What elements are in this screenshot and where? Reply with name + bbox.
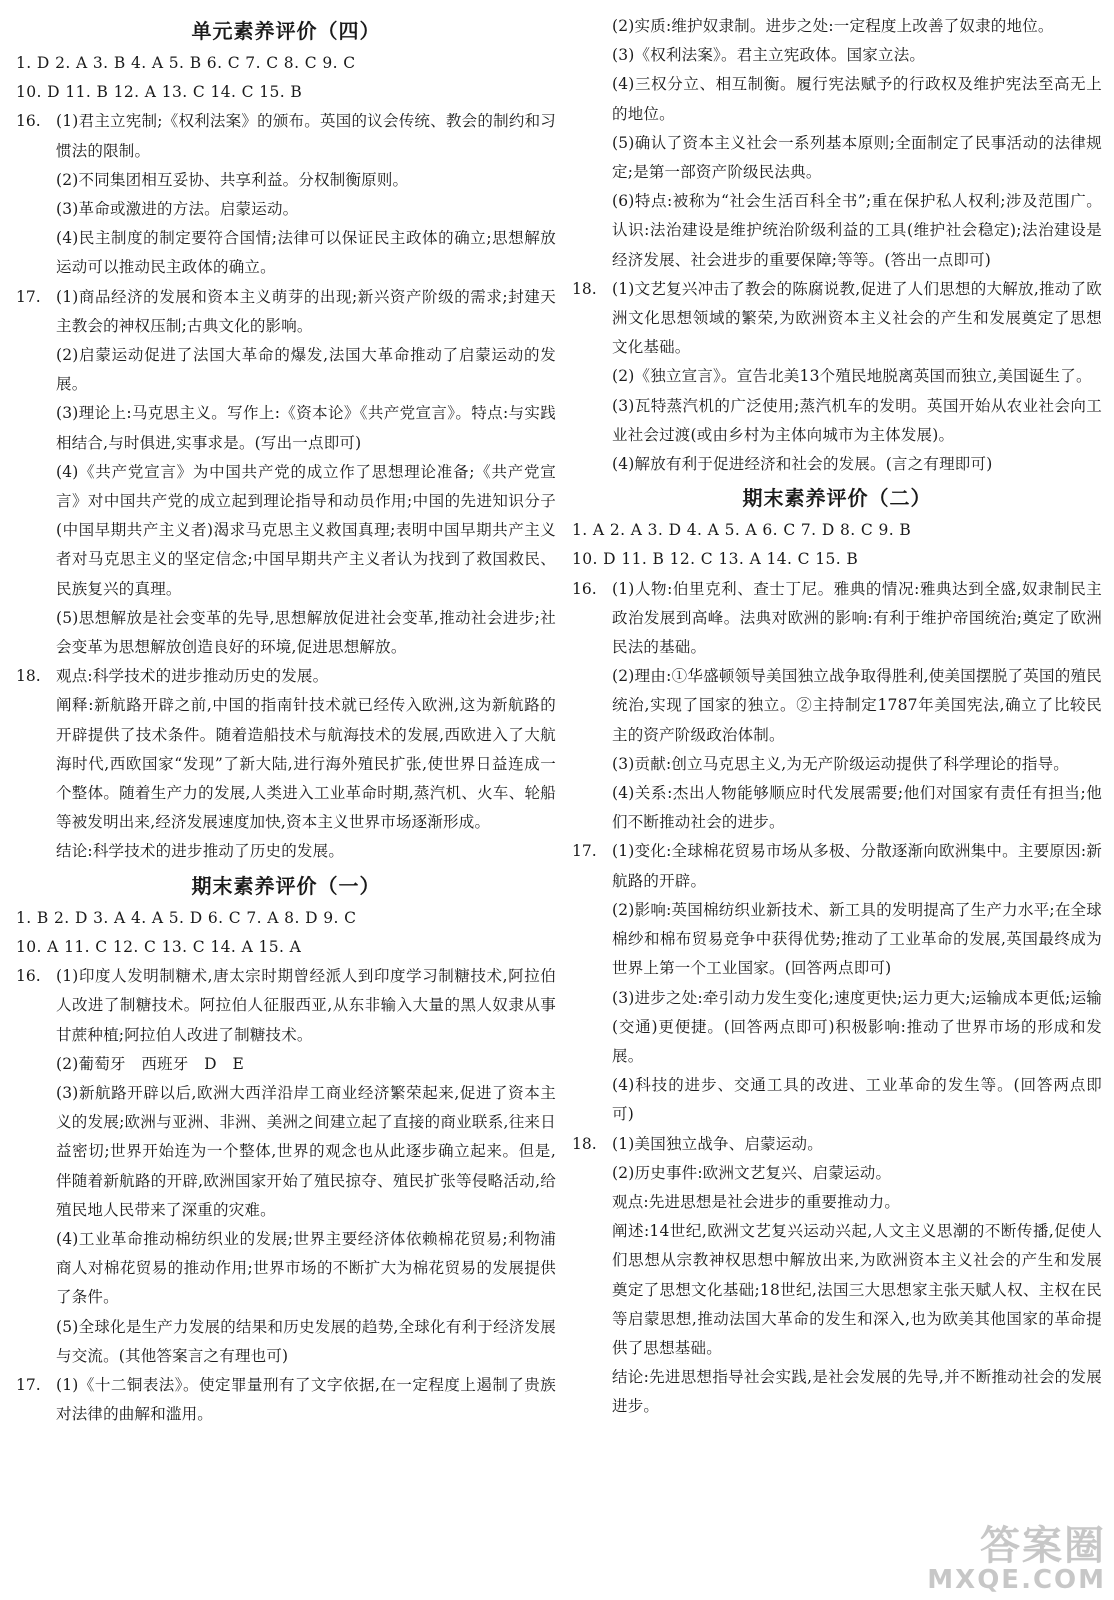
- answer-paragraph: (2)《独立宣言》。宣告北美13个殖民地脱离英国而独立,美国诞生了。: [612, 367, 1092, 386]
- answer-paragraph: (3)贡献:创立马克思主义,为无产阶级运动提供了科学理论的指导。: [612, 754, 1070, 773]
- left-column: [16, 12, 556, 1429]
- answer-paragraph: (2)葡萄牙 西班牙 D E: [56, 1054, 244, 1073]
- answer-paragraph: (4)关系:杰出人物能够顺应时代发展需要;他们对国家有责任有担当;他们不断推动社会的进步。: [612, 784, 1102, 832]
- question-number: 17.: [16, 1375, 41, 1394]
- watermark-url: MXQE.COM: [927, 1565, 1106, 1595]
- answer-paragraph: (3)进步之处:牵引动力发生变化;速度更快;运力更大;运输成本更低;运输(交通)更便捷。(回答两点即可)积极影响:推动了世界市场的形成和发展。: [612, 988, 1102, 1065]
- answer-paragraph: 阐述:14世纪,欧洲文艺复兴运动兴起,人文主义思潮的不断传播,促使人们思想从宗教神权思想中解放出来,为欧洲资本主义社会的产生和发展奠定了思想文化基础;18世纪,法国三大思想家主张天赋人权、主权在民等启蒙思想,推动法国大革命的发生和深入,也为欧美其他国家的革命提供了思想基础。: [612, 1222, 1102, 1357]
- question-16: [572, 575, 1102, 838]
- answer-paragraph: (2)不同集团相互妥协、共享利益。分权制衡原则。: [56, 170, 409, 189]
- answer-paragraph: (5)确认了资本主义社会一系列基本原则;全面制定了民事活动的法律规定;是第一部资产阶级民法典。: [612, 133, 1102, 182]
- mc-answers-row: 1. B 2. D 3. A 4. A 5. D 6. C 7. A 8. D 9. C: [16, 908, 357, 927]
- section-title-final2: 期末素养评价（二）: [742, 486, 932, 511]
- answer-paragraph: (2)理由:①华盛顿领导美国独立战争取得胜利,使美国摆脱了英国的殖民统治,实现了国家的独立。②主持制定1787年美国宪法,确立了比较民主的资产阶级政治体制。: [612, 667, 1102, 744]
- answer-paragraph: (1)变化:全球棉花贸易市场从多极、分散逐渐向欧洲集中。主要原因:新航路的开辟。: [612, 842, 1102, 890]
- answer-paragraph: (1)印度人发明制糖术,唐太宗时期曾经派人到印度学习制糖技术,阿拉伯人改进了制糖技术。阿拉伯人征服西亚,从东非输入大量的黑人奴隶从事甘蔗种植;阿拉伯人改进了制糖技术。: [56, 967, 556, 1044]
- answer-paragraph: (4)《共产党宣言》为中国共产党的成立作了思想理论准备;《共产党宣言》对中国共产党的成立起到理论指导和动员作用;中国的先进知识分子(中国早期共产主义者)渴求马克思主义救国真理;表明中国早期共产主义者对马克思主义的坚定信念;中国早期共产主义者认为找到了救国救民、民族复兴的真理。: [56, 462, 556, 598]
- question-18: [572, 1130, 1102, 1422]
- answer-paragraph: 阐释:新航路开辟之前,中国的指南针技术就已经传入欧洲,这为新航路的开辟提供了技术条件。随着造船技术与航海技术的发展,西欧进入了大航海时代,西欧国家“发现”了新大陆,进行海外殖民扩张,使世界日益连成一个整体。随着生产力的发展,人类进入工业革命时期,蒸汽机、火车、轮船等被发明出来,经济发展速度加快,资本主义世界市场逐渐形成。: [56, 696, 556, 832]
- answer-paragraph: (6)特点:被称为“社会生活百科全书”;重在保护私人权利;涉及范围广。认识:法治建设是维护统治阶级利益的工具(维护社会稳定);法治建设是经济发展、社会进步的重要保障;等等。(答出一点即可): [612, 192, 1102, 269]
- answer-paragraph: (2)历史事件:欧洲文艺复兴、启蒙运动。: [612, 1163, 892, 1182]
- question-17: [16, 1371, 556, 1429]
- answer-paragraph: (2)启蒙运动促进了法国大革命的爆发,法国大革命推动了启蒙运动的发展。: [56, 346, 556, 394]
- answer-paragraph: (1)文艺复兴冲击了教会的陈腐说教,促进了人们思想的大解放,推动了欧洲文化思想领域的繁荣,为欧洲资本主义社会的产生和发展奠定了思想文化基础。: [612, 279, 1102, 357]
- question-number: 18.: [572, 1134, 597, 1153]
- mc-answers-row: 10. D 11. B 12. A 13. C 14. C 15. B: [16, 83, 303, 102]
- answer-paragraph: 结论:先进思想指导社会实践,是社会发展的先导,并不断推动社会的发展进步。: [612, 1368, 1102, 1416]
- answer-paragraph: 观点:科学技术的进步推动历史的发展。: [56, 667, 329, 686]
- question-18: [572, 275, 1102, 479]
- section-title-final1: 期末素养评价（一）: [191, 873, 381, 898]
- answer-paragraph: (3)《权利法案》。君主立宪政体。国家立法。: [612, 46, 926, 65]
- mc-answers-row: 10. D 11. B 12. C 13. A 14. C 15. B: [572, 550, 859, 569]
- question-17-continued: [572, 12, 1102, 275]
- answer-paragraph: 结论:科学技术的进步推动了历史的发展。: [56, 842, 345, 861]
- watermark: [927, 1523, 1106, 1595]
- watermark-logo: 答案圈: [980, 1523, 1106, 1569]
- answer-paragraph: (1)人物:伯里克利、查士丁尼。雅典的情况:雅典达到全盛,奴隶制民主政治发展到高峰。法典对欧洲的影响:有利于维护帝国统治;奠定了欧洲民法的基础。: [612, 579, 1102, 657]
- answer-paragraph: (3)瓦特蒸汽机的广泛使用;蒸汽机车的发明。英国开始从农业社会向工业社会过渡(或由乡村为主体向城市为主体发展)。: [612, 396, 1102, 444]
- answer-paragraph: (2)实质:维护奴隶制。进步之处:一定程度上改善了奴隶的地位。: [612, 17, 1054, 35]
- question-number: 18.: [572, 279, 597, 298]
- answer-paragraph: (1)君主立宪制;《权利法案》的颁布。英国的议会传统、教会的制约和习惯法的限制。: [56, 112, 556, 160]
- answer-paragraph: (5)思想解放是社会变革的先导,思想解放促进社会变革,推动社会进步;社会变革为思想解放创造良好的环境,促进思想解放。: [56, 608, 556, 657]
- question-number: 18.: [16, 667, 41, 686]
- answer-paragraph: (2)影响:英国棉纺织业新技术、新工具的发明提高了生产力水平;在全球棉纱和棉布贸易竞争中获得优势;推动了工业革命的发展,英国最终成为世界上第一个工业国家。(回答两点即可): [612, 900, 1102, 978]
- answer-paragraph: (3)革命或激进的方法。启蒙运动。: [56, 200, 299, 219]
- answer-paragraph: (4)解放有利于促进经济和社会的发展。(言之有理即可): [612, 455, 993, 474]
- question-17: [16, 283, 556, 663]
- answer-paragraph: (3)理论上:马克思主义。写作上:《资本论》《共产党宣言》。特点:与实践相结合,与时俱进,实事求是。(写出一点即可): [56, 404, 556, 452]
- right-column: [572, 12, 1102, 1422]
- mc-answers-row: 1. A 2. A 3. D 4. A 5. A 6. C 7. D 8. C 9. B: [572, 521, 912, 540]
- question-17: [572, 837, 1102, 1129]
- question-16: [16, 962, 556, 1371]
- answer-paragraph: 观点:先进思想是社会进步的重要推动力。: [612, 1192, 901, 1211]
- answer-paragraph: (1)美国独立战争、启蒙运动。: [612, 1134, 823, 1153]
- question-number: 17.: [572, 842, 597, 861]
- question-number: 16.: [16, 967, 41, 986]
- question-number: 17.: [16, 287, 41, 306]
- answer-paragraph: (4)民主制度的制定要符合国情;法律可以保证民主政体的确立;思想解放运动可以推动民主政体的确立。: [56, 229, 556, 277]
- answer-paragraph: (4)三权分立、相互制衡。履行宪法赋予的行政权及维护宪法至高无上的地位。: [612, 75, 1102, 123]
- answer-paragraph: (1)商品经济的发展和资本主义萌芽的出现;新兴资产阶级的需求;封建天主教会的神权压制;古典文化的影响。: [56, 287, 556, 335]
- answer-paragraph: (3)新航路开辟以后,欧洲大西洋沿岸工商业经济繁荣起来,促进了资本主义的发展;欧洲与亚洲、非洲、美洲之间建立起了直接的商业联系,往来日益密切;世界开始连为一个整体,世界的观念也从此逐步确立起来。但是,伴随着新航路的开辟,欧洲国家开始了殖民掠夺、殖民扩张等侵略活动,给殖民地人民带来了深重的灾难。: [56, 1083, 556, 1219]
- answer-paragraph: (1)《十二铜表法》。使定罪量刑有了文字依据,在一定程度上遏制了贵族对法律的曲解和滥用。: [56, 1375, 556, 1424]
- answer-paragraph: (4)工业革命推动棉纺织业的发展;世界主要经济体依赖棉花贸易;利物浦商人对棉花贸易的推动作用;世界市场的不断扩大为棉花贸易的发展提供了条件。: [56, 1229, 556, 1307]
- question-number: 16.: [572, 579, 597, 598]
- answer-paragraph: (4)科技的进步、交通工具的改进、工业革命的发生等。(回答两点即可): [612, 1076, 1102, 1124]
- mc-answers-row: 1. D 2. A 3. B 4. A 5. B 6. C 7. C 8. C 9. C: [16, 54, 356, 72]
- question-16: [16, 107, 556, 282]
- answer-paragraph: (5)全球化是生产力发展的结果和历史发展的趋势,全球化有利于经济发展与交流。(其他答案言之有理也可): [56, 1317, 556, 1365]
- section-title-unit4: 单元素养评价（四）: [191, 19, 381, 43]
- question-18: [16, 662, 556, 866]
- mc-answers-row: 10. A 11. C 12. C 13. C 14. A 15. A: [16, 937, 302, 956]
- question-number: 16.: [16, 112, 41, 131]
